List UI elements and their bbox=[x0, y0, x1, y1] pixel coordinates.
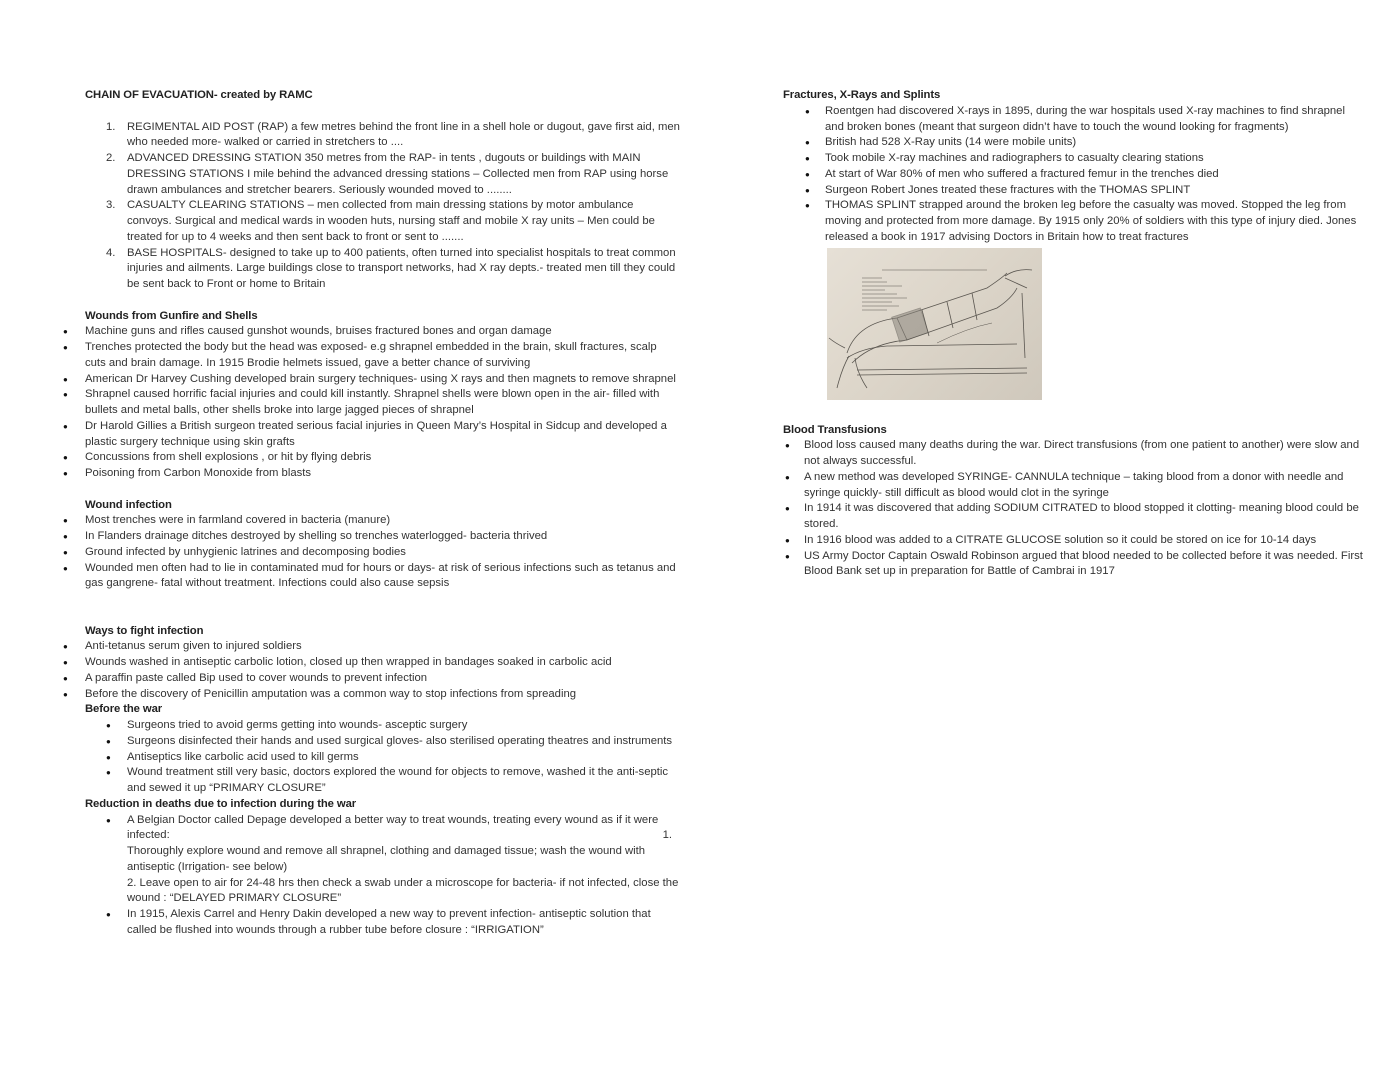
chain-heading: CHAIN OF EVACUATION- created by RAMC bbox=[85, 89, 313, 101]
thomas-splint-image bbox=[827, 248, 1042, 400]
reduction-heading: Reduction in deaths due to infection during the war bbox=[85, 797, 357, 810]
blood-heading: Blood Transfusions bbox=[783, 423, 887, 436]
chain-section bbox=[60, 88, 680, 104]
before-war-list bbox=[60, 718, 680, 797]
list-item: ● In 1916 blood was added to a CITRATE GLUCOSE solution so it could be stored on ice for 10-14 days bbox=[783, 533, 1363, 549]
list-item: ● Dr Harold Gillies a British surgeon treated serious facial injuries in Queen Mary’s Hospital in Sidcup and developed a plastic surgery technique using skin grafts bbox=[60, 419, 680, 451]
gunfire-list bbox=[60, 324, 680, 482]
list-item: ● In 1915, Alexis Carrel and Henry Dakin developed a new way to prevent infection- antiseptic solution that called be flushed into wounds through a rubber tube before closure : “IRRIGATION” bbox=[60, 907, 680, 939]
fight-heading: Ways to fight infection bbox=[85, 624, 204, 637]
list-item: ● Anti-tetanus serum given to injured soldiers bbox=[60, 639, 680, 655]
gunfire-heading: Wounds from Gunfire and Shells bbox=[85, 309, 258, 322]
list-item: ● Trenches protected the body but the head was exposed- e.g shrapnel embedded in the brain, skull fractures, scalp cuts and brain damage. In 1915 Brodie helmets issued, gave a better chance of surviving bbox=[60, 340, 680, 372]
list-item: ● A paraffin paste called Bip used to cover wounds to prevent infection bbox=[60, 671, 680, 687]
before-war-heading: Before the war bbox=[85, 703, 163, 716]
list-item: ● In Flanders drainage ditches destroyed by shelling so trenches waterlogged- bacteria thrived bbox=[60, 529, 680, 545]
list-item: ● Surgeons tried to avoid germs getting into wounds- asceptic surgery bbox=[60, 718, 680, 734]
splint-diagram-icon bbox=[827, 248, 1042, 400]
list-item: ● Antiseptics like carbolic acid used to kill germs bbox=[60, 750, 680, 766]
chain-item: 4. BASE HOSPITALS- designed to take up to 400 patients, often turned into specialist hospitals to treat common injuries and ailments. Large buildings close to transport networks, had X ray depts.- treated men till they could be sent back to Front or home to Britain bbox=[106, 246, 676, 290]
chain-item: 2. ADVANCED DRESSING STATION 350 metres from the RAP- in tents , dugouts or buildings with MAIN DRESSING STATIONS I mile behind the advanced dressing stations – Collected men from RAP using horse drawn ambulances and stretcher bearers. Seriously wounded moved to ........ bbox=[106, 152, 669, 196]
fight-list bbox=[60, 639, 680, 702]
list-item: ● Surgeons disinfected their hands and used surgical gloves- also sterilised operating theatres and instruments bbox=[60, 734, 680, 750]
list-item: ● American Dr Harvey Cushing developed brain surgery techniques- using X rays and then magnets to remove shrapnel bbox=[60, 372, 680, 388]
list-item: ● Most trenches were in farmland covered in bacteria (manure) bbox=[60, 513, 680, 529]
list-item: ● In 1914 it was discovered that adding SODIUM CITRATED to blood stopped it clotting- meaning blood could be stored. bbox=[783, 501, 1363, 533]
list-item: ● Surgeon Robert Jones treated these fractures with the THOMAS SPLINT bbox=[783, 183, 1363, 199]
chain-list bbox=[60, 120, 680, 293]
left-column bbox=[60, 88, 680, 939]
list-item: ● Ground infected by unhygienic latrines and decomposing bodies bbox=[60, 545, 680, 561]
list-item: ● Before the discovery of Penicillin amputation was a common way to stop infections from spreading bbox=[60, 687, 680, 703]
fractures-list bbox=[783, 104, 1363, 246]
list-item: ● A new method was developed SYRINGE- CANNULA technique – taking blood from a donor with needle and syringe quickly- still difficult as blood would clot in the syringe bbox=[783, 470, 1363, 502]
infection-list bbox=[60, 513, 680, 592]
blood-list bbox=[783, 438, 1363, 580]
list-item: ● Blood loss caused many deaths during the war. Direct transfusions (from one patient to another) were slow and not always successful. bbox=[783, 438, 1363, 470]
chain-item: 3. CASUALTY CLEARING STATIONS – men collected from main dressing stations by motor ambulance convoys. Surgical and medical wards in wooden huts, nursing staff and mobile X ray units – Men could be treated for up to 4 weeks and then sent back to front or sent to ....... bbox=[106, 199, 655, 243]
list-item: ● British had 528 X-Ray units (14 were mobile units) bbox=[783, 135, 1363, 151]
list-item: ● THOMAS SPLINT strapped around the broken leg before the casualty was moved. Stopped the leg from moving and protected from more damage. By 1915 only 20% of soldiers with this type of injury died. Jones released a book in 1917 advising Doctors in Britain how to treat fractures bbox=[783, 198, 1363, 245]
infection-heading: Wound infection bbox=[85, 498, 172, 511]
list-item: ● Shrapnel caused horrific facial injuries and could kill instantly. Shrapnel shells were blown open in the air- filled with bullets and metal balls, other shells broke into large jagged pieces of shrapnel bbox=[60, 387, 680, 419]
list-item: ● Poisoning from Carbon Monoxide from blasts bbox=[60, 466, 680, 482]
list-item: ● US Army Doctor Captain Oswald Robinson argued that blood needed to be collected before it was needed. First Blood Bank set up in preparation for Battle of Cambrai in 1917 bbox=[783, 549, 1363, 581]
list-item: ● Took mobile X-ray machines and radiographers to casualty clearing stations bbox=[783, 151, 1363, 167]
list-item: ● Concussions from shell explosions , or hit by flying debris bbox=[60, 450, 680, 466]
fractures-heading: Fractures, X-Rays and Splints bbox=[783, 89, 941, 101]
list-item: ● Wound treatment still very basic, doctors explored the wound for objects to remove, washed it the anti-septic and sewed it up “PRIMARY CLOSURE” bbox=[60, 765, 680, 797]
reduction-list bbox=[60, 813, 680, 939]
list-item: ● Wounds washed in antiseptic carbolic lotion, closed up then wrapped in bandages soaked in carbolic acid bbox=[60, 655, 680, 671]
list-item: ● At start of War 80% of men who suffered a fractured femur in the trenches died bbox=[783, 167, 1363, 183]
chain-item: 1. REGIMENTAL AID POST (RAP) a few metres behind the front line in a shell hole or dugout, gave first aid, men who needed more- walked or carried in stretchers to .... bbox=[106, 120, 680, 149]
list-item: ● Wounded men often had to lie in contaminated mud for hours or days- at risk of serious infections such as tetanus and gas gangrene- fatal without treatment. Infections could also cause sepsis bbox=[60, 561, 680, 593]
list-item: ● A Belgian Doctor called Depage developed a better way to treat wounds, treating every wound as if it were infected: 1. Thoroughly explore wound and remove all shrapnel, clothing and damaged tissue; wash the wound with antiseptic (Irrigation- see below) 2. Leave open to air for 24-48 hrs then check a swab under a microscope for bacteria- if not infected, close the wound : “DELAYED PRIMARY CLOSURE” bbox=[60, 813, 680, 908]
right-column bbox=[783, 88, 1363, 580]
list-item: ● Machine guns and rifles caused gunshot wounds, bruises fractured bones and organ damage bbox=[60, 324, 680, 340]
list-item: ● Roentgen had discovered X-rays in 1895, during the war hospitals used X-ray machines to find shrapnel and broken bones (meant that surgeon didn’t have to touch the wound looking for fragments) bbox=[783, 104, 1363, 136]
